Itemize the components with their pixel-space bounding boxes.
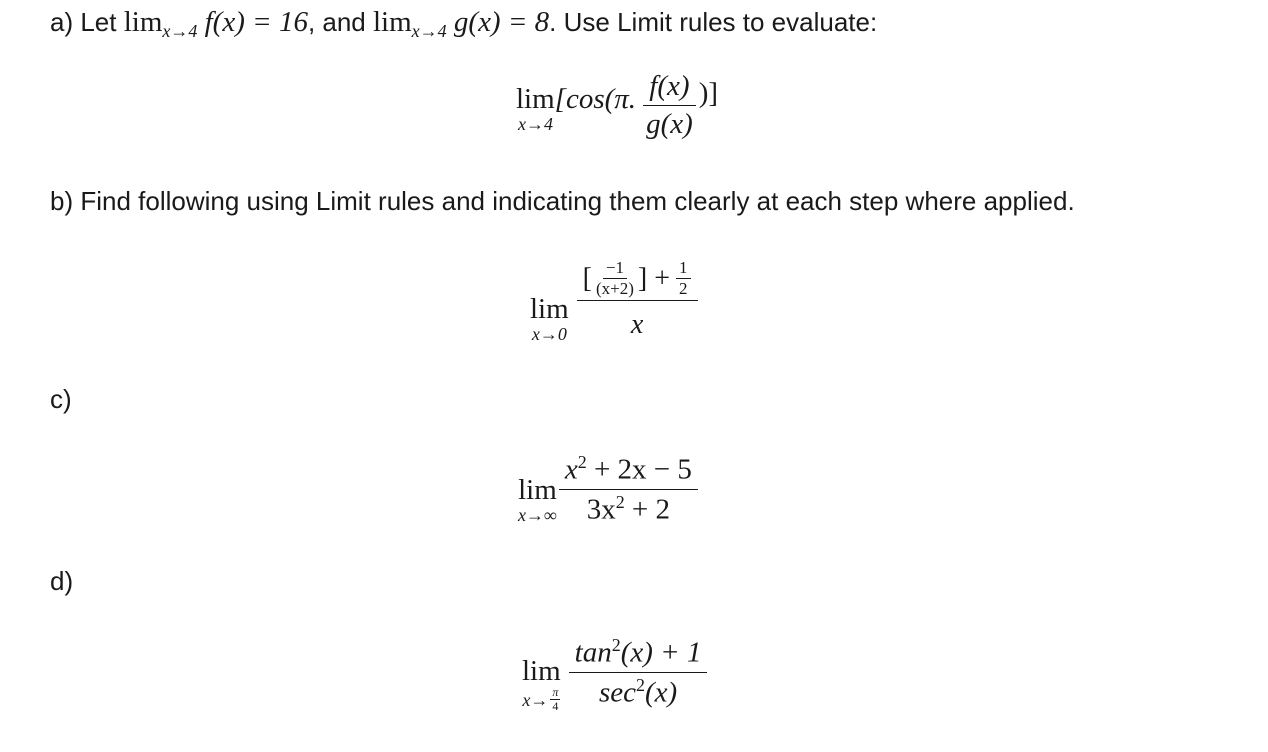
part-b-half-fraction [676, 259, 691, 298]
part-c-eq-lim-word: lim [518, 474, 557, 507]
part-c-label: c) [50, 384, 72, 414]
part-a-eq-limit [516, 83, 636, 133]
part-a-lim-1-sub: x→4 [162, 21, 198, 42]
part-d-eq-lim-sub-fraction: $\frac{\pi}{4}$ [552, 685, 559, 713]
part-a-mid: , and [307, 7, 373, 37]
part-a-eq-denominator: g(x) [646, 108, 693, 140]
part-a-eq-trail: )] [698, 77, 719, 109]
part-c-eq-fraction [559, 452, 698, 526]
part-b-eq-lim-word: lim [530, 293, 569, 325]
part-b-close-plus: ] + [637, 262, 671, 294]
part-a-suffix: . Use Limit rules to evaluate: [549, 7, 878, 37]
part-a-eq-lim-word: lim[cos(π. [516, 82, 637, 115]
part-a-lim-1: lim [123, 6, 163, 38]
part-b-inner-fraction [593, 259, 637, 298]
part-b-eq-limit [530, 294, 569, 344]
part-b-eq-lim-sub: x→0 [531, 324, 567, 344]
part-b-inner-den: (x+2) [596, 279, 634, 298]
part-c-eq-denominator: $3x^2 + 2$ [586, 491, 671, 526]
part-d-eq-denominator: $\sec^2(x)$ [598, 675, 678, 709]
part-d-label: d) [50, 566, 74, 596]
part-a-lim-2: lim [373, 6, 412, 38]
part-a-eq-numerator: f(x) [643, 70, 695, 106]
part-a-eq-lim-sub: x→4 [518, 113, 553, 134]
part-b-eq-numerator [577, 259, 698, 301]
part-c-equation [518, 452, 698, 526]
part-d-eq-lim-word: lim [522, 655, 561, 687]
part-b-half-num: 1 [676, 259, 691, 279]
part-d-eq-fraction [569, 635, 708, 709]
part-b-inner-num: −1 [603, 259, 627, 279]
part-a-lim-2-sub: x→4 [411, 21, 447, 42]
part-a-prompt [50, 6, 877, 42]
part-b-eq-denominator: x [630, 309, 644, 340]
part-c-eq-numerator: $x^2 + 2x - 5$ [559, 452, 698, 490]
part-a-g-value: g(x) = 8 [453, 6, 550, 38]
part-d-equation [522, 632, 707, 713]
part-a-equation [516, 70, 719, 141]
part-a-eq-fraction [640, 70, 699, 141]
part-b-eq-fraction [577, 259, 698, 341]
part-c-eq-limit [518, 475, 557, 525]
part-c-eq-lim-sub: x→∞ [518, 505, 557, 526]
part-a-prefix: a) Let [50, 7, 124, 37]
part-b-prompt: b) Find following using Limit rules and indicating them clearly at each step where applied. [50, 186, 1075, 216]
part-d-eq-limit [522, 656, 561, 713]
part-a-f-value: f(x) = 16 [204, 6, 308, 38]
part-b-open-bracket: [ [582, 262, 592, 294]
part-d-eq-lim-sub: x→ $\frac{\pi}{4}$ [522, 685, 559, 713]
part-b-equation [530, 256, 698, 344]
part-d-eq-numerator: $\tan^2(x) + 1$ [569, 635, 708, 673]
part-b-half-den: 2 [679, 279, 688, 298]
